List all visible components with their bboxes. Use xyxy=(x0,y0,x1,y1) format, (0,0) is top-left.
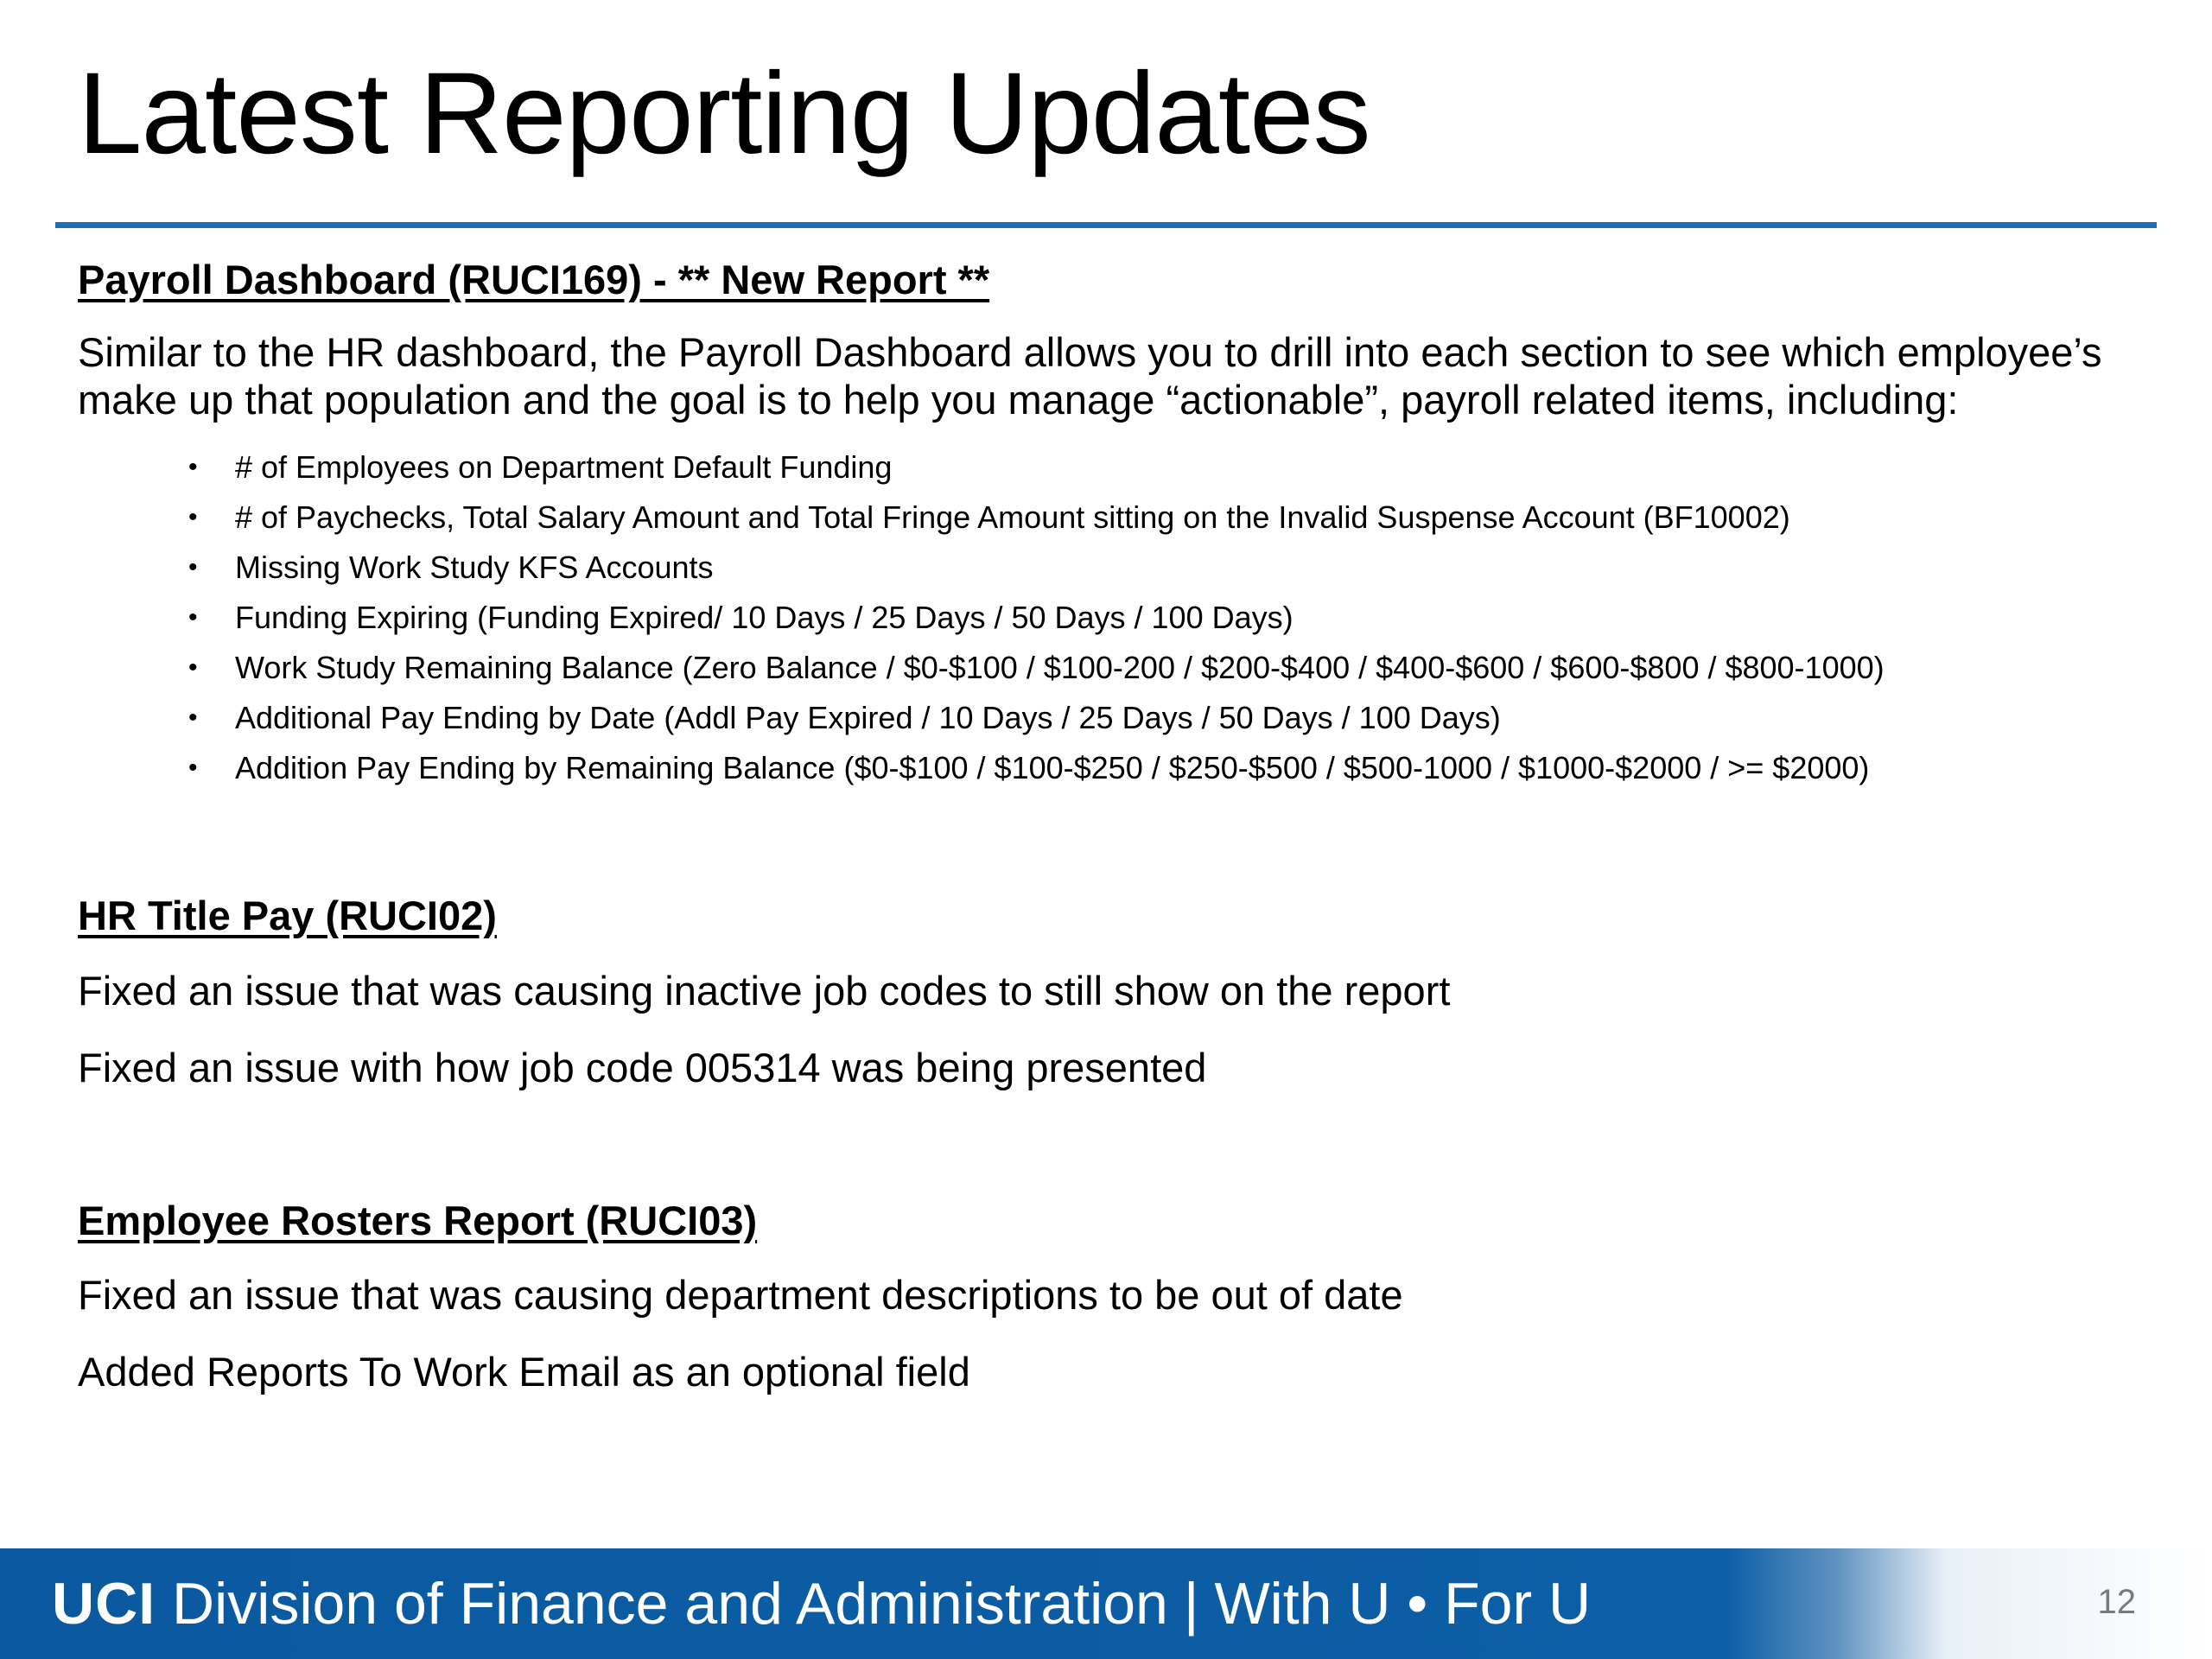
bullet-icon: • xyxy=(188,503,198,532)
update-line: Fixed an issue that was causing department descriptions to be out of date xyxy=(78,1272,1403,1319)
title-divider xyxy=(55,222,2157,228)
list-item xyxy=(188,743,2152,793)
list-item xyxy=(188,493,2152,543)
section-employee-rosters xyxy=(78,1197,2152,1395)
bullet-icon: • xyxy=(188,603,198,632)
list-item-text: Missing Work Study KFS Accounts xyxy=(235,550,714,586)
list-item-text: # of Employees on Department Default Funding xyxy=(235,449,893,486)
bullet-icon: • xyxy=(188,703,198,733)
footer-tagline: With U • For U xyxy=(1214,1571,1592,1637)
update-line: Fixed an issue with how job code 005314 was being presented xyxy=(78,1044,1207,1090)
update-line: Fixed an issue that was causing inactive job codes to still show on the report xyxy=(78,967,1451,1014)
section-heading: HR Title Pay (RUCI02) xyxy=(78,893,497,939)
list-item-text: Work Study Remaining Balance (Zero Balance / $0-$100 / $100-200 / $200-$400 / $400-$600 / $600-$800 / $800-1000) xyxy=(235,650,1885,686)
bullet-list xyxy=(78,442,2152,793)
list-item-text: # of Paychecks, Total Salary Amount and Total Fringe Amount sitting on the Invalid Suspense Account (BF10002) xyxy=(235,499,1790,536)
list-item xyxy=(188,693,2152,743)
list-item-text: Funding Expiring (Funding Expired/ 10 Days / 25 Days / 50 Days / 100 Days) xyxy=(235,600,1294,636)
slide-body xyxy=(78,256,2152,1395)
section-heading: Employee Rosters Report (RUCI03) xyxy=(78,1197,758,1243)
section-heading: Payroll Dashboard (RUCI169) - ** New Report ** xyxy=(78,257,990,302)
bullet-icon: • xyxy=(188,453,198,482)
list-item xyxy=(188,543,2152,593)
uci-logo: UCI xyxy=(52,1571,156,1637)
list-item xyxy=(188,643,2152,693)
update-line: Added Reports To Work Email as an optional field xyxy=(78,1349,970,1395)
bullet-icon: • xyxy=(188,753,198,783)
footer-separator: | xyxy=(1183,1571,1199,1637)
footer-branding xyxy=(52,1573,1591,1635)
footer-bar xyxy=(0,1548,2212,1659)
slide-title: Latest Reporting Updates xyxy=(78,49,1370,178)
list-item-text: Addition Pay Ending by Remaining Balance ($0-$100 / $100-$250 / $250-$500 / $500-1000 / $1000-$2000 / >= $2000) xyxy=(235,750,1870,786)
list-item xyxy=(188,442,2152,493)
section-intro: Similar to the HR dashboard, the Payroll Dashboard allows you to drill into each section to see which employee’s make up that population and the goal is to help you manage “actionable”, payroll related items, including: xyxy=(78,329,2102,423)
list-item-text: Additional Pay Ending by Date (Addl Pay Expired / 10 Days / 25 Days / 50 Days / 100 Days) xyxy=(235,700,1501,736)
footer-division: Division of Finance and Administration xyxy=(172,1571,1168,1637)
bullet-icon: • xyxy=(188,653,198,683)
section-payroll-dashboard xyxy=(78,256,2152,793)
list-item xyxy=(188,593,2152,643)
section-hr-title-pay xyxy=(78,892,2152,1090)
page-number: 12 xyxy=(2097,1583,2136,1621)
bullet-icon: • xyxy=(188,553,198,582)
